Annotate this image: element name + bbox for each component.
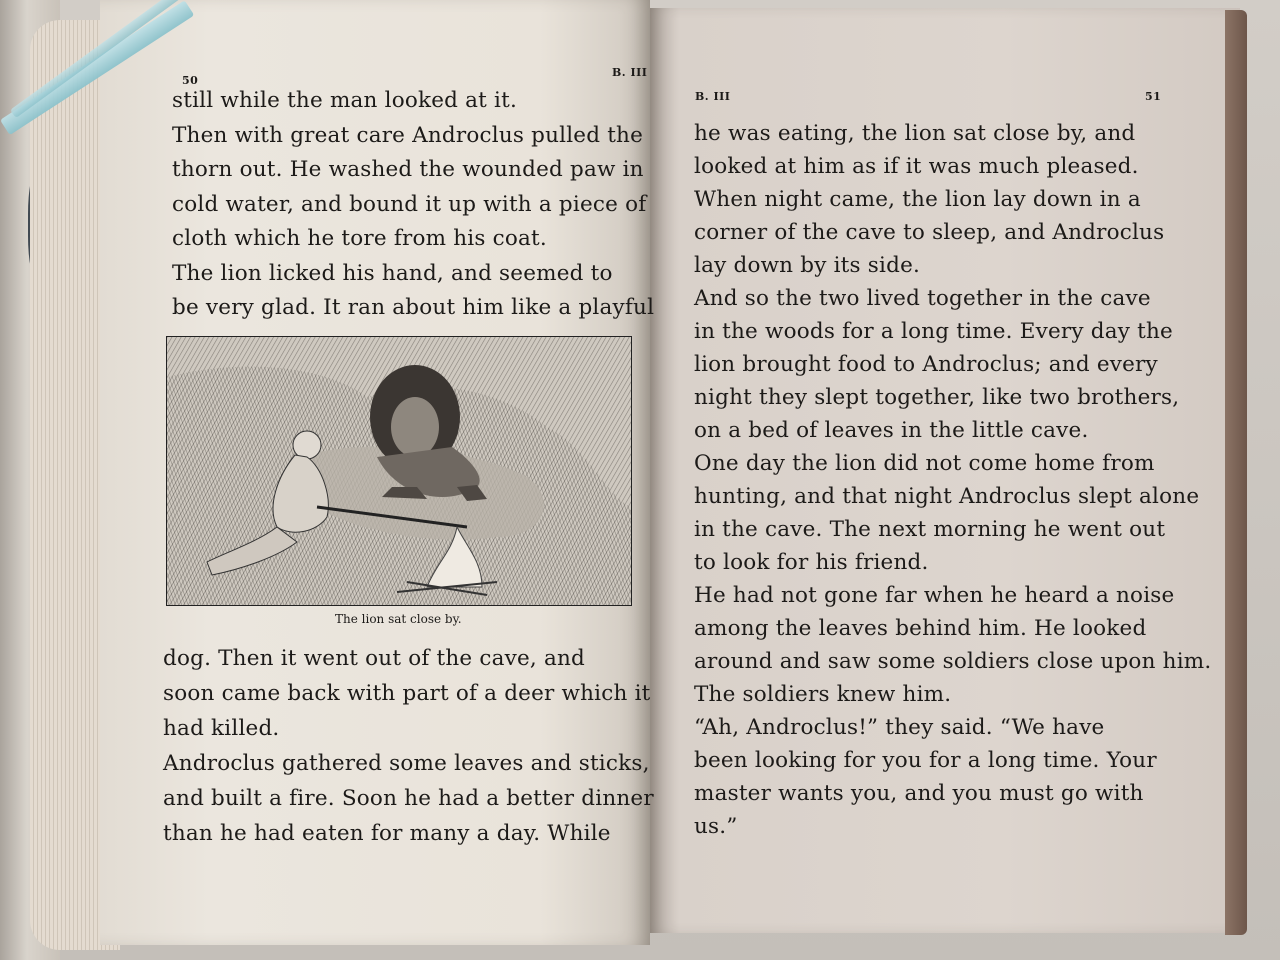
text-line: And so the two lived together in the cave: [694, 286, 1151, 311]
text-line: in the cave. The next morning he went out: [694, 517, 1166, 542]
text-line: The lion licked his hand, and seemed to: [172, 260, 613, 286]
back-cover-edge: [1225, 10, 1247, 935]
text-line: lay down by its side.: [694, 253, 921, 278]
text-line: around and saw some soldiers close upon him.: [694, 649, 1212, 674]
engraving-illustration: [166, 336, 632, 606]
text-line: been looking for you for a long time. Your: [694, 748, 1157, 773]
text-line: he was eating, the lion sat close by, and: [694, 121, 1136, 146]
text-line: hunting, and that night Androclus slept alone: [694, 484, 1200, 509]
text-line: thorn out. He washed the wounded paw in: [172, 157, 644, 182]
text-line: One day the lion did not come home from: [694, 451, 1155, 476]
text-line: soon came back with part of a deer which it: [163, 681, 651, 706]
text-line: looked at him as if it was much pleased.: [694, 154, 1139, 179]
illustration-caption: The lion sat close by.: [335, 612, 462, 626]
text-line: on a bed of leaves in the little cave.: [694, 418, 1089, 443]
text-line: lion brought food to Androclus; and every: [694, 352, 1158, 377]
text-line: Then with great care Androclus pulled the: [172, 122, 644, 148]
text-line: corner of the cave to sleep, and Androclus: [694, 220, 1165, 245]
text-line: He had not gone far when he heard a noise: [694, 583, 1175, 608]
left-page-header: B. III: [612, 66, 648, 79]
text-line: night they slept together, like two brothers,: [694, 385, 1180, 410]
right-page-number: 51: [1145, 90, 1162, 103]
text-line: The soldiers knew him.: [694, 682, 952, 707]
text-line: than he had eaten for many a day. While: [163, 821, 611, 846]
text-line: in the woods for a long time. Every day the: [694, 319, 1173, 344]
right-page-header: B. III: [695, 90, 731, 103]
text-line: be very glad. It ran about him like a playful: [172, 295, 655, 320]
lion-engraving-svg: [167, 337, 631, 605]
text-line: and built a fire. Soon he had a better dinner: [163, 786, 654, 811]
text-line: cloth which he tore from his coat.: [172, 226, 547, 251]
text-line: cold water, and bound it up with a piece of: [172, 191, 647, 217]
text-line: “Ah, Androclus!” they said. “We have: [694, 715, 1105, 740]
text-line: still while the man looked at it.: [172, 88, 517, 113]
left-page-number: 50: [182, 74, 199, 87]
text-line: Androclus gathered some leaves and sticks,: [163, 751, 650, 776]
text-line: to look for his friend.: [694, 550, 929, 575]
text-line: among the leaves behind him. He looked: [694, 616, 1147, 641]
text-line: master wants you, and you must go with: [694, 781, 1144, 806]
text-line: When night came, the lion lay down in a: [694, 187, 1141, 212]
text-line: had killed.: [163, 716, 280, 741]
text-line: dog. Then it went out of the cave, and: [163, 646, 585, 671]
text-line: us.”: [694, 814, 738, 839]
